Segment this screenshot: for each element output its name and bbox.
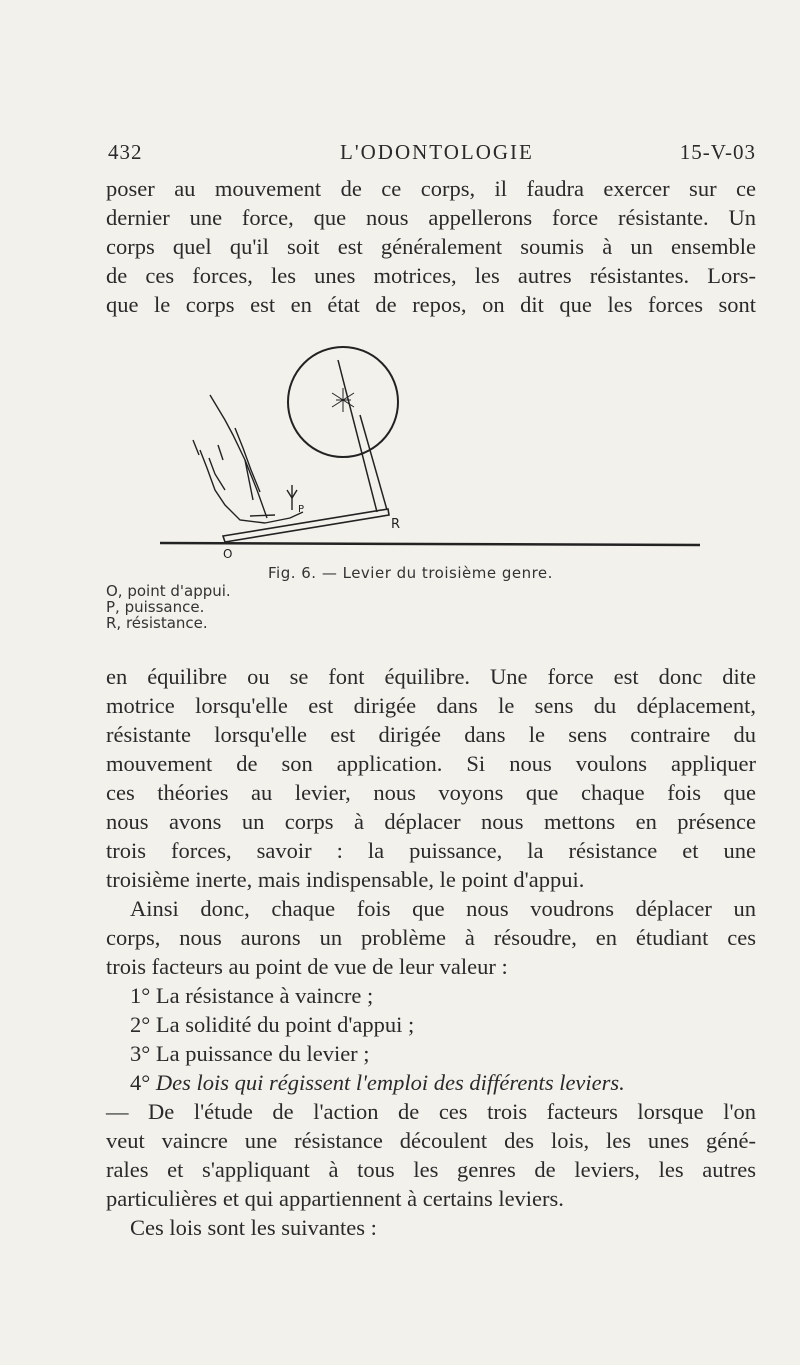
text-line: de ces forces, les unes motrices, les autres résistantes. Lors- (106, 263, 756, 288)
item-title: Des lois qui régissent l'emploi des différents leviers. (155, 1070, 625, 1095)
legend-item: R, résistance. (106, 614, 208, 632)
paragraph-4 (106, 1097, 756, 1213)
page-number: 432 (108, 140, 143, 164)
label-r: R (391, 517, 401, 532)
lever-figure (155, 340, 710, 560)
text-line: que le corps est en état de repos, on dit que les forces sont (106, 292, 756, 317)
lever-bar (223, 509, 389, 542)
list-item-4 (130, 1068, 625, 1097)
item-number: 4° (130, 1070, 151, 1095)
figure-caption: Fig. 6. — Levier du troisième genre. (268, 564, 553, 582)
string-line (338, 360, 377, 512)
text-line: corps quel qu'il soit est généralement soumis à un ensemble (106, 234, 756, 259)
ground-line (160, 543, 700, 545)
text-line: corps, nous aurons un problème à résoudre, en étudiant ces (106, 925, 756, 950)
text-line: motrice lorsqu'elle est dirigée dans le sens du déplacement, (106, 693, 756, 718)
text-line: Ces lois sont les suivantes : (130, 1215, 377, 1240)
text-line: veut vaincre une résistance découlent des lois, les unes géné- (106, 1128, 756, 1153)
closing-paragraph (106, 1213, 756, 1242)
text-line: troisième inerte, mais indispensable, le point d'appui. (106, 867, 585, 892)
list-item: 3° La puissance du levier ; (130, 1041, 370, 1066)
legend-item: P, puissance. (106, 598, 205, 616)
text-line: particulières et qui appartiennent à certains leviers. (106, 1186, 564, 1211)
text-line: dernier une force, que nous appellerons force résistante. Un (106, 205, 756, 230)
label-o: O (223, 547, 233, 560)
list-item: 2° La solidité du point d'appui ; (130, 1012, 415, 1037)
text-line: — De l'étude de l'action de ces trois facteurs lorsque l'on (106, 1099, 756, 1124)
paragraph-1 (106, 174, 756, 319)
legend-item: O, point d'appui. (106, 582, 231, 600)
journal-title: L'ODONTOLOGIE (340, 140, 534, 164)
text-line: résistante lorsqu'elle est dirigée dans le sens contraire du (106, 722, 756, 747)
issue-date: 15-V-03 (679, 140, 756, 164)
text-line: en équilibre ou se font équilibre. Une force est donc dite (106, 664, 756, 689)
list-item: 1° La résistance à vaincre ; (130, 983, 374, 1008)
figure-legend (106, 583, 231, 631)
text-line: mouvement de son application. Si nous voulons appliquer (106, 751, 756, 776)
label-p: P (298, 504, 305, 515)
text-line: nous avons un corps à déplacer nous mettons en présence (106, 809, 756, 834)
hand-sketch (193, 395, 303, 523)
text-line: Ainsi donc, chaque fois que nous voudrons déplacer un (130, 896, 756, 921)
paragraph-2 (106, 662, 756, 894)
text-line: rales et s'appliquant à tous les genres de leviers, les autres (106, 1157, 756, 1182)
text-line: trois facteurs au point de vue de leur valeur : (106, 954, 508, 979)
power-arrow (287, 485, 297, 510)
text-line: trois forces, savoir : la puissance, la résistance et une (106, 838, 756, 863)
paragraph-3 (106, 894, 756, 981)
text-line: poser au mouvement de ce corps, il faudra exercer sur ce (106, 176, 756, 201)
text-line: ces théories au levier, nous voyons que chaque fois que (106, 780, 756, 805)
